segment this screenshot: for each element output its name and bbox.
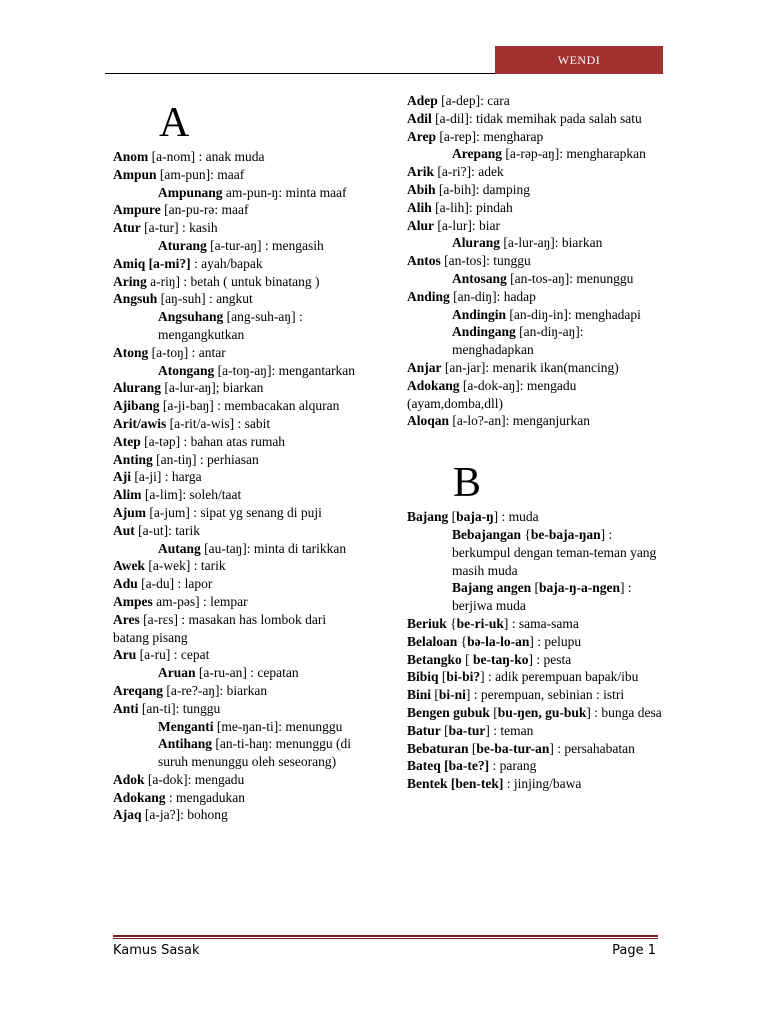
entry-definition: [a-lo?-an]: menganjurkan <box>449 413 590 429</box>
dictionary-entry <box>407 234 665 252</box>
entry-headword: Bini <box>407 687 432 703</box>
entry-definition: [a-jum] : sipat yg senang di puji <box>146 504 322 520</box>
entry-headword: Amiq [a-mi?] <box>113 255 191 271</box>
entry-definition: : jinjing/bawa <box>503 776 582 792</box>
dictionary-entry <box>113 184 363 202</box>
entry-headword: Arit/awis <box>113 415 167 431</box>
dictionary-entry <box>407 306 665 324</box>
entry-definition: [an-tiŋ] : perhiasan <box>152 451 259 467</box>
dictionary-entry <box>113 593 363 611</box>
entry-definition: [a-ji-baŋ] : membacakan alquran <box>159 398 340 414</box>
entry-headword: Aji <box>113 469 131 485</box>
entry-definition: [an-pu-rə: maaf <box>160 202 249 218</box>
entry-definition: [an-diŋ-in]: menghadapi <box>506 306 641 322</box>
entry-definition: am-pun-ŋ: minta maaf <box>222 184 347 200</box>
entry-definition: [a-lur]: biar <box>434 217 500 233</box>
entry-meaning: ] : bunga desa <box>586 704 662 720</box>
entry-definition: [a-rəp-aŋ]: mengharapkan <box>502 146 646 162</box>
entry-pronunciation: be-taŋ-ko <box>473 651 529 667</box>
section-letter-a: A <box>159 100 190 146</box>
entry-headword: Bentek [ben-tek] <box>407 776 504 792</box>
dictionary-entry <box>113 201 363 219</box>
entry-headword: Ampun <box>113 166 157 182</box>
entry-meaning: ] : berjiwa muda <box>452 580 632 614</box>
dictionary-entry <box>113 557 363 575</box>
entry-definition: [a-lur-aŋ]: biarkan <box>500 235 603 251</box>
right-column <box>407 92 665 793</box>
entry-headword: Aturang <box>158 237 207 253</box>
dictionary-entry <box>407 359 665 377</box>
entry-list-a-right <box>407 92 665 430</box>
entry-definition: { <box>521 526 531 542</box>
entry-definition: [ <box>448 509 457 525</box>
entry-headword: Angsuhang <box>158 309 224 325</box>
entry-pronunciation: baja-ŋ <box>456 509 494 525</box>
entry-headword: Autang <box>158 540 201 556</box>
entry-headword: Awek <box>113 558 145 574</box>
dictionary-entry <box>113 273 363 291</box>
entry-definition: a-riŋ] : betah ( untuk binatang ) <box>146 273 320 289</box>
entry-pronunciation: be-ba-tur-an <box>476 740 550 756</box>
entry-headword: Beriuk <box>407 615 447 631</box>
entry-definition: [au-taŋ]: minta di tarikkan <box>200 540 347 556</box>
entry-headword: Abih <box>407 181 436 197</box>
entry-headword: Ampes <box>113 593 153 609</box>
entry-definition: [a-rep]: mengharap <box>436 128 544 144</box>
dictionary-entry <box>407 508 665 526</box>
dictionary-entry <box>407 110 665 128</box>
entry-headword: Aloqan <box>407 413 450 429</box>
dictionary-entry <box>113 237 363 255</box>
entry-pronunciation: bu-ŋen, gu-buk <box>497 704 587 720</box>
entry-headword: Anjar <box>407 359 442 375</box>
entry-definition: [an-ti-haŋ: menunggu (di suruh menunggu oleh seseorang) <box>158 736 352 770</box>
dictionary-entry <box>113 148 363 166</box>
footer-rule <box>113 935 658 937</box>
entry-definition: : mengadukan <box>165 789 246 805</box>
dictionary-entry <box>407 704 665 722</box>
entry-definition: [a-ru] : cepat <box>136 647 210 663</box>
entry-headword: Andingang <box>452 324 516 340</box>
entry-definition: [a-təp] : bahan atas rumah <box>140 433 286 449</box>
dictionary-entry <box>113 166 363 184</box>
dictionary-entry <box>407 128 665 146</box>
dictionary-entry <box>407 740 665 758</box>
entry-definition: [a-rɛs] : masakan has lombok dari batang pisang <box>113 611 327 645</box>
entry-definition: [a-du] : lapor <box>137 576 213 592</box>
dictionary-entry <box>407 668 665 686</box>
entry-definition: [a-dil]: tidak memihak pada salah satu <box>431 110 642 126</box>
entry-headword: Antihang <box>158 736 213 752</box>
entry-headword: Ares <box>113 611 140 627</box>
entry-definition: [a-re?-aŋ]: biarkan <box>163 682 268 698</box>
entry-definition: [an-ti]: tunggu <box>138 700 221 716</box>
entry-headword: Arik <box>407 164 434 180</box>
entry-definition: [an-diŋ]: hadap <box>449 288 536 304</box>
dictionary-entry <box>407 288 665 306</box>
entry-meaning: ] : persahabatan <box>549 740 635 756</box>
entry-definition: [a-nom] : anak muda <box>148 149 265 164</box>
dictionary-entry <box>113 522 363 540</box>
page-number: Page 1 <box>612 943 656 958</box>
entry-headword: Adokang <box>113 789 166 805</box>
dictionary-entry <box>407 199 665 217</box>
entry-definition: [am-pun]: maaf <box>156 166 245 182</box>
entry-definition: [a-ri?]: adek <box>434 164 504 180</box>
entry-pronunciation: bi-ni <box>438 687 466 703</box>
entry-definition: [a-ru-an] : cepatan <box>195 665 299 681</box>
dictionary-entry <box>113 646 363 664</box>
entry-headword: Atongang <box>158 362 215 378</box>
entry-definition: [ <box>440 722 449 738</box>
entry-headword: Adil <box>407 110 432 126</box>
entry-definition: [a-toŋ] : antar <box>148 344 226 360</box>
dictionary-entry <box>407 145 665 163</box>
dictionary-entry <box>407 181 665 199</box>
left-column <box>113 96 363 824</box>
entry-headword: Bajang angen <box>452 580 532 596</box>
entry-definition: [a-dok]: mengadu <box>144 771 245 787</box>
entry-headword: Bebajangan <box>452 526 522 542</box>
entry-definition: [ <box>461 651 474 667</box>
entry-pronunciation: bə-la-lo-an <box>467 633 530 649</box>
entry-meaning: ] : berkumpul dengan teman-teman yang masih muda <box>452 526 657 578</box>
entry-definition: am-pəs] : lempar <box>152 593 248 609</box>
entry-headword: Aring <box>113 273 147 289</box>
entry-headword: Alurang <box>452 235 501 251</box>
entry-headword: Aruan <box>158 665 196 681</box>
entry-headword: Angsuh <box>113 291 158 307</box>
entry-definition: { <box>457 633 468 649</box>
dictionary-entry <box>113 219 363 237</box>
entry-headword: Ajibang <box>113 398 160 414</box>
dictionary-entry <box>113 468 363 486</box>
name-tag: WENDI <box>495 46 663 74</box>
entry-headword: Ampunang <box>158 184 223 200</box>
entry-definition: [a-tur] : kasih <box>140 220 218 236</box>
entry-definition: [a-lur-aŋ]; biarkan <box>161 380 264 396</box>
dictionary-entry <box>113 611 363 647</box>
dictionary-entry <box>113 540 363 558</box>
entry-definition: [an-tos]: tunggu <box>440 253 531 269</box>
entry-headword: Alih <box>407 199 432 215</box>
entry-definition: [an-diŋ-aŋ]: menghadapkan <box>452 324 584 358</box>
entry-headword: Alurang <box>113 380 162 396</box>
dictionary-entry <box>407 722 665 740</box>
entry-headword: Bengen gubuk <box>407 704 490 720</box>
dictionary-entry <box>113 362 363 380</box>
entry-pronunciation: baja-ŋ-a-ngen <box>539 580 621 596</box>
entry-list-b <box>407 508 665 793</box>
entry-headword: Atong <box>113 344 149 360</box>
entry-pronunciation: be-ri-uk <box>456 615 504 631</box>
dictionary-entry <box>113 700 363 718</box>
section-letter-b: B <box>453 460 482 507</box>
entry-meaning: ] : teman <box>485 722 534 738</box>
entry-meaning: ] : muda <box>493 509 539 525</box>
dictionary-entry <box>113 451 363 469</box>
dictionary-entry <box>407 377 665 413</box>
entry-pronunciation: bi-bi? <box>446 669 481 685</box>
entry-definition: { <box>446 615 457 631</box>
entry-definition: [a-rit/a-wis] : sabit <box>166 415 271 431</box>
dictionary-entry <box>113 397 363 415</box>
entry-headword: Atep <box>113 433 141 449</box>
dictionary-entry <box>113 344 363 362</box>
footer-title: Kamus Sasak <box>113 943 200 958</box>
footer-rule-thin <box>113 938 658 939</box>
entry-headword: Batur <box>407 722 441 738</box>
dictionary-entry <box>113 806 363 824</box>
entry-definition: [a-tur-aŋ] : mengasih <box>206 237 324 253</box>
entry-headword: Adu <box>113 576 138 592</box>
entry-headword: Bajang <box>407 509 449 525</box>
entry-definition: [me-ŋan-ti]: menunggu <box>213 718 343 734</box>
dictionary-entry <box>113 486 363 504</box>
entry-headword: Anting <box>113 451 153 467</box>
dictionary-entry <box>407 686 665 704</box>
entry-definition: [a-ut]: tarik <box>134 522 200 538</box>
entry-headword: Anding <box>407 288 450 304</box>
entry-definition: [an-jar]: menarik ikan(mancing) <box>441 359 619 375</box>
entry-meaning: ] : pesta <box>528 651 572 667</box>
entry-definition: [a-ji] : harga <box>131 469 202 485</box>
dictionary-entry <box>113 255 363 273</box>
entry-definition: [an-tos-aŋ]: menunggu <box>506 270 634 286</box>
dictionary-entry <box>407 323 665 359</box>
dictionary-entry <box>113 504 363 522</box>
dictionary-entry <box>407 615 665 633</box>
entry-headword: Ajaq <box>113 807 142 823</box>
dictionary-entry <box>407 270 665 288</box>
entry-headword: Anti <box>113 700 139 716</box>
dictionary-entry <box>113 575 363 593</box>
dictionary-entry <box>407 633 665 651</box>
entry-headword: Areqang <box>113 682 164 698</box>
dictionary-entry <box>113 433 363 451</box>
dictionary-entry <box>113 290 363 308</box>
entry-pronunciation: ba-tur <box>448 722 486 738</box>
entry-headword: Aut <box>113 522 135 538</box>
entry-definition: [aŋ-suh] : angkut <box>157 291 253 307</box>
dictionary-entry <box>113 789 363 807</box>
entry-headword: Adokang <box>407 377 460 393</box>
footer <box>113 943 656 958</box>
entry-meaning: ] : adik perempuan bapak/ibu <box>480 669 639 685</box>
dictionary-entry <box>113 379 363 397</box>
entry-meaning: ] : pelupu <box>529 633 582 649</box>
entry-definition: [a-dok-aŋ]: mengadu (ayam,domba,dll) <box>407 377 577 411</box>
entry-headword: Anom <box>113 149 149 164</box>
entry-headword: Antos <box>407 253 441 269</box>
dictionary-entry <box>407 412 665 430</box>
entry-headword: Bateq [ba-te?] <box>407 758 490 774</box>
entry-definition: : parang <box>489 758 537 774</box>
entry-meaning: ] : perempuan, sebinian : istri <box>465 687 625 703</box>
entry-definition: [a-wek] : tarik <box>145 558 226 574</box>
entry-definition: [ang-suh-aŋ] : mengangkutkan <box>158 309 303 342</box>
entry-definition: [a-lih]: pindah <box>431 199 513 215</box>
entry-definition: [a-toŋ-aŋ]: mengantarkan <box>214 362 356 378</box>
entry-list-a-left <box>113 148 363 824</box>
entry-headword: Atur <box>113 220 141 236</box>
entry-headword: Aru <box>113 647 137 663</box>
entry-headword: Ampure <box>113 202 161 218</box>
entry-meaning: ] : sama-sama <box>503 615 579 631</box>
dictionary-entry <box>407 92 665 110</box>
entry-headword: Alim <box>113 487 142 503</box>
entry-definition: [ <box>531 580 540 596</box>
entry-pronunciation: be-baja-ŋan <box>530 526 601 542</box>
entry-definition: [ <box>468 740 477 756</box>
entry-definition: [a-ja?]: bohong <box>141 807 228 823</box>
dictionary-entry <box>113 664 363 682</box>
dictionary-entry <box>407 579 665 615</box>
entry-definition: [a-bih]: damping <box>435 181 531 197</box>
entry-headword: Bibiq <box>407 669 439 685</box>
dictionary-entry <box>113 771 363 789</box>
dictionary-entry <box>407 651 665 669</box>
entry-headword: Andingin <box>452 306 507 322</box>
entry-headword: Bebaturan <box>407 740 469 756</box>
entry-headword: Adep <box>407 93 438 108</box>
entry-headword: Betangko <box>407 651 462 667</box>
entry-definition: : ayah/bapak <box>190 255 263 271</box>
entry-headword: Ajum <box>113 504 146 520</box>
entry-headword: Antosang <box>452 270 507 286</box>
entry-headword: Alur <box>407 217 434 233</box>
header-rule <box>105 73 495 74</box>
dictionary-entry <box>407 217 665 235</box>
entry-headword: Arepang <box>452 146 503 162</box>
entry-definition: [ <box>431 687 439 703</box>
dictionary-entry <box>407 757 665 775</box>
entry-headword: Arep <box>407 128 436 144</box>
dictionary-entry <box>113 718 363 736</box>
entry-definition: [a-dep]: cara <box>437 93 510 108</box>
entry-definition: [ <box>438 669 447 685</box>
entry-definition: [ <box>489 704 498 720</box>
dictionary-entry <box>407 526 665 579</box>
entry-definition: [a-lim]: soleh/taat <box>141 487 242 503</box>
dictionary-entry <box>113 415 363 433</box>
entry-headword: Belaloan <box>407 633 458 649</box>
dictionary-entry <box>407 252 665 270</box>
entry-headword: Adok <box>113 771 145 787</box>
dictionary-entry <box>407 775 665 793</box>
dictionary-entry <box>113 735 363 771</box>
entry-headword: Menganti <box>158 718 214 734</box>
dictionary-entry <box>407 163 665 181</box>
dictionary-entry <box>113 682 363 700</box>
dictionary-entry <box>113 308 363 344</box>
